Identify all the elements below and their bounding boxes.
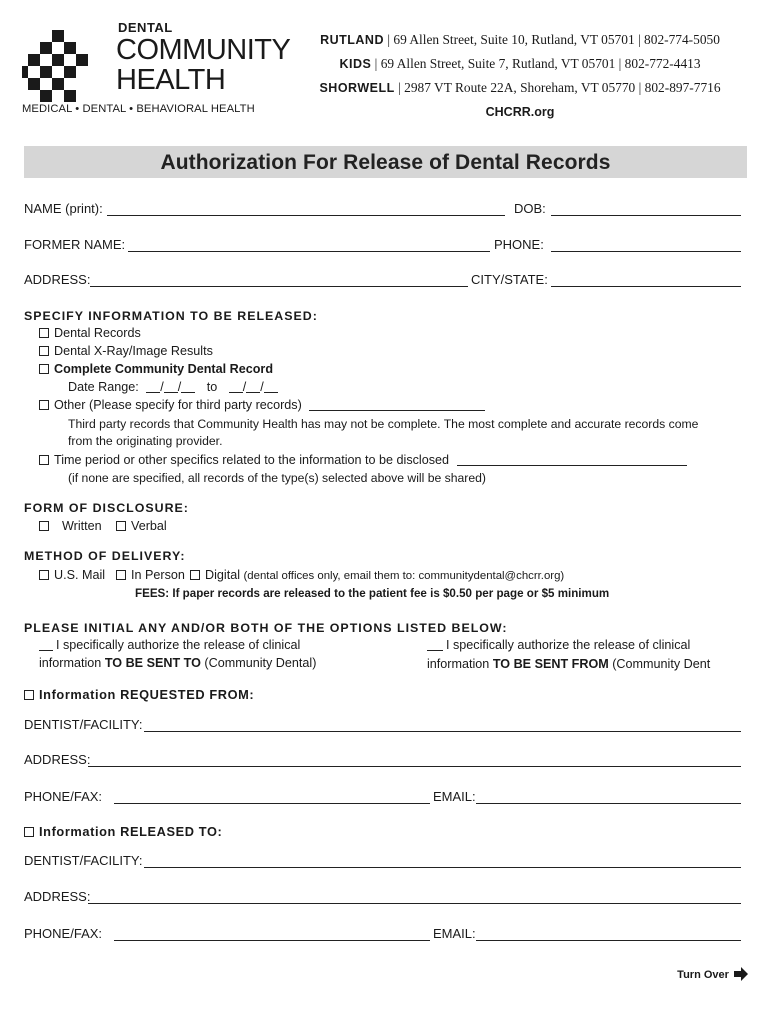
website[interactable]: CHCRR.org <box>485 105 555 119</box>
initial-text-line1: I specifically authorize the release of clinical <box>446 638 691 652</box>
requested-address-field[interactable] <box>88 766 741 767</box>
separator: | <box>398 80 405 95</box>
released-address-row <box>24 889 742 907</box>
option-label: In Person <box>131 568 185 582</box>
option-label: Digital <box>205 568 240 582</box>
date-to-day[interactable] <box>246 381 260 393</box>
requested-phone-email-row <box>24 789 742 807</box>
turn-over-label: Turn Over <box>677 969 729 981</box>
slash: / <box>260 380 264 394</box>
date-to-month[interactable] <box>229 381 243 393</box>
phone-fax-label: PHONE/FAX: <box>24 789 103 804</box>
date-from-year[interactable] <box>181 381 195 393</box>
name-field[interactable] <box>107 215 505 216</box>
logo-dental: DENTAL <box>118 20 173 35</box>
location-name: SHORWELL <box>319 81 395 95</box>
option-label: Other (Please specify for third party records) <box>54 398 302 412</box>
title-band <box>24 146 747 178</box>
name-dob-row <box>24 201 742 219</box>
location-rutland <box>282 28 758 52</box>
city-state-field[interactable] <box>551 286 741 287</box>
logo <box>22 18 291 120</box>
specify-heading: SPECIFY INFORMATION TO BE RELEASED: <box>24 309 318 323</box>
checkbox[interactable] <box>39 328 49 338</box>
phone-label: PHONE: <box>494 237 544 252</box>
checkbox[interactable] <box>190 570 200 580</box>
address-label: ADDRESS: <box>24 889 91 904</box>
released-facility-row <box>24 853 742 871</box>
separator: | <box>374 56 381 71</box>
location-detail: 69 Allen Street, Suite 10, Rutland, VT 05701 <box>393 32 635 47</box>
address-field[interactable] <box>90 286 468 287</box>
separator: | <box>638 80 645 95</box>
released-phone-email-row <box>24 926 742 944</box>
xray-option[interactable] <box>39 344 213 358</box>
delivery-heading: METHOD OF DELIVERY: <box>24 549 186 563</box>
date-range-to: to <box>206 380 218 394</box>
slash: / <box>177 380 182 394</box>
initial-text-pre: information <box>427 657 490 671</box>
option-label: Complete Community Dental Record <box>54 362 274 376</box>
initial-sent-from <box>427 638 690 652</box>
locations <box>282 28 758 124</box>
separator: | <box>618 56 625 71</box>
initial-sent-to-field[interactable] <box>39 639 53 651</box>
logo-community: COMMUNITY <box>116 34 291 66</box>
released-address-field[interactable] <box>88 903 741 904</box>
facility-label: DENTIST/FACILITY: <box>24 717 143 732</box>
initial-text-bold: TO BE SENT FROM <box>492 657 609 671</box>
location-detail: 2987 VT Route 22A, Shoreham, VT 05770 <box>404 80 636 95</box>
initial-sent-to <box>39 638 300 652</box>
written-option[interactable] <box>39 519 102 533</box>
requested-email-field[interactable] <box>476 803 741 804</box>
option-label: Written <box>62 519 102 533</box>
slash: / <box>160 380 164 394</box>
slash: / <box>242 380 247 394</box>
city-state-label: CITY/STATE: <box>471 272 548 287</box>
location-phone: 802-897-7716 <box>644 80 721 95</box>
initial-sent-from-line2 <box>427 657 739 671</box>
time-period-option[interactable] <box>39 453 687 467</box>
facility-label: DENTIST/FACILITY: <box>24 853 143 868</box>
checkbox[interactable] <box>39 400 49 410</box>
complete-record-option[interactable] <box>39 362 273 376</box>
option-label: U.S. Mail <box>54 568 106 582</box>
fees-note: FEES: If paper records are released to the patient fee is $0.50 per page or $5 minimum <box>135 587 610 600</box>
logo-tagline: MEDICAL • DENTAL • BEHAVIORAL HEALTH <box>22 103 255 115</box>
checkbox[interactable] <box>116 521 126 531</box>
checkbox[interactable] <box>116 570 126 580</box>
option-label: Time period or other specifics related to the information to be disclosed <box>54 453 450 467</box>
option-label: Dental Records <box>54 326 141 340</box>
initials-heading: PLEASE INITIAL ANY AND/OR BOTH OF THE OPTIONS LISTED BELOW: <box>24 621 508 635</box>
checkbox[interactable] <box>39 346 49 356</box>
date-range-label: Date Range: <box>68 380 139 394</box>
former-name-label: FORMER NAME: <box>24 237 126 252</box>
checkbox[interactable] <box>39 364 49 374</box>
former-name-field[interactable] <box>128 251 490 252</box>
page-title: Authorization For Release of Dental Records <box>160 151 611 174</box>
requested-address-row <box>24 752 742 770</box>
disclosure-heading: FORM OF DISCLOSURE: <box>24 501 189 515</box>
location-detail: 69 Allen Street, Suite 7, Rutland, VT 05701 <box>380 56 616 71</box>
dob-field[interactable] <box>551 215 741 216</box>
name-label: NAME (print): <box>24 201 103 216</box>
released-to-heading <box>24 824 222 839</box>
turn-over <box>677 967 748 981</box>
email-label: EMAIL: <box>433 926 476 941</box>
dental-records-option[interactable] <box>39 326 141 340</box>
location-name: KIDS <box>339 57 372 71</box>
initial-text-bold: TO BE SENT TO <box>104 656 201 670</box>
initial-text-line1: I specifically authorize the release of clinical <box>56 638 301 652</box>
requested-phone-field[interactable] <box>114 803 430 804</box>
heading-text: Information REQUESTED FROM: <box>39 687 255 702</box>
former-name-phone-row <box>24 237 742 255</box>
address-city-row <box>24 272 742 290</box>
separator: | <box>387 32 394 47</box>
in-person-option[interactable] <box>116 568 185 582</box>
phone-field[interactable] <box>551 251 741 252</box>
location-kids <box>282 52 758 76</box>
location-phone: 802-772-4413 <box>624 56 701 71</box>
initial-sent-to-line2 <box>39 656 316 670</box>
other-field[interactable] <box>309 399 485 411</box>
checkbox[interactable] <box>39 455 49 465</box>
checkbox[interactable] <box>39 570 49 580</box>
third-party-note-2: from the originating provider. <box>68 434 223 448</box>
released-facility-field[interactable] <box>144 867 741 868</box>
released-email-field[interactable] <box>476 940 741 941</box>
location-shorwell <box>282 76 758 100</box>
location-name: RUTLAND <box>320 33 384 47</box>
heading-text: Information RELEASED TO: <box>39 824 223 839</box>
date-to-year[interactable] <box>264 381 278 393</box>
initial-sent-from-field[interactable] <box>427 639 443 651</box>
initial-text-pre: information <box>39 656 102 670</box>
arrow-right-icon <box>734 967 748 981</box>
date-from-month[interactable] <box>146 381 160 393</box>
checkbox[interactable] <box>24 690 34 700</box>
verbal-option[interactable] <box>116 519 167 533</box>
date-range <box>68 380 278 394</box>
email-label: EMAIL: <box>433 789 476 804</box>
option-label: Dental X-Ray/Image Results <box>54 344 213 358</box>
requested-from-heading <box>24 687 254 702</box>
digital-note: (dental offices only, email them to: communitydental@chcrr.org) <box>243 570 565 582</box>
initial-text-post: (Community Dental) <box>204 656 317 670</box>
option-label: Verbal <box>131 519 167 533</box>
phone-fax-label: PHONE/FAX: <box>24 926 103 941</box>
requested-facility-row <box>24 717 742 735</box>
checkbox[interactable] <box>24 827 34 837</box>
location-phone: 802-774-5050 <box>644 32 720 47</box>
digital-option[interactable] <box>190 568 564 582</box>
checkbox[interactable] <box>39 521 49 531</box>
separator: | <box>638 32 645 47</box>
mail-option[interactable] <box>39 568 105 582</box>
logo-health: HEALTH <box>116 64 226 96</box>
other-option[interactable] <box>39 398 485 412</box>
address-label: ADDRESS: <box>24 752 91 767</box>
date-from-day[interactable] <box>164 381 178 393</box>
third-party-note-1: Third party records that Community Health has may not be complete. The most complete and accurate records come <box>68 417 699 431</box>
initial-text-post: (Community Dent <box>612 657 711 671</box>
requested-facility-field[interactable] <box>144 731 741 732</box>
released-phone-field[interactable] <box>114 940 430 941</box>
time-period-note: (if none are specified, all records of the type(s) selected above will be shared) <box>68 471 486 485</box>
checkerboard-cross-icon <box>22 30 94 102</box>
dob-label: DOB: <box>514 201 546 216</box>
time-period-field[interactable] <box>457 454 687 466</box>
address-label: ADDRESS: <box>24 272 91 287</box>
